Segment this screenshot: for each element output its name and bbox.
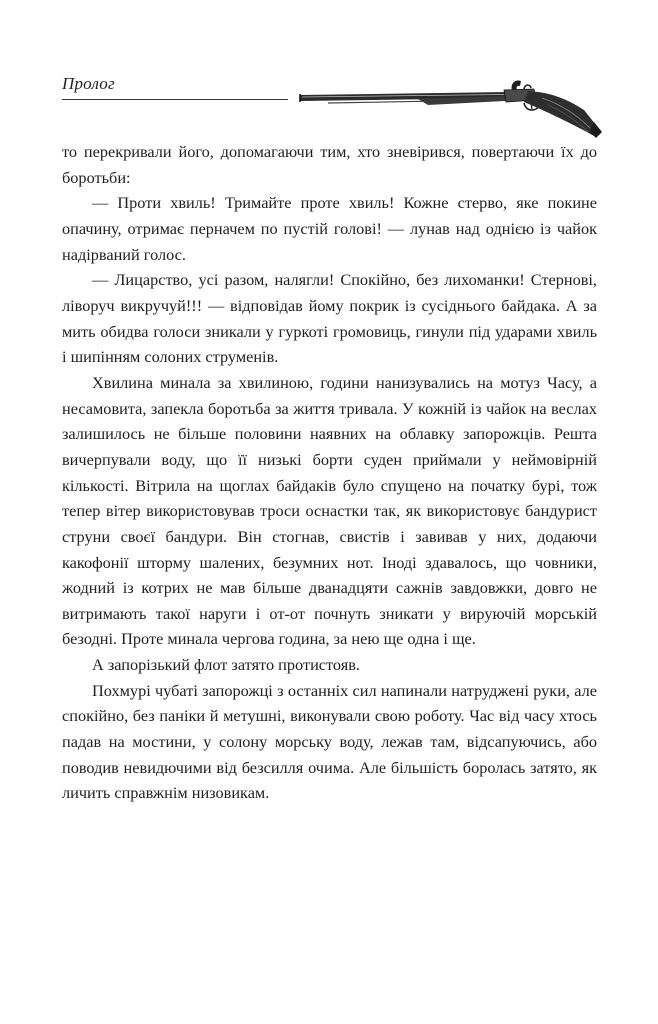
running-header bbox=[0, 0, 658, 140]
body-text bbox=[62, 139, 597, 806]
paragraph: Хвилина минала за хвилиною, години нанизувались на мотуз Часу, а несамовита, запекла боротьба за життя тривала. У кожній із чайок на веслах залишилось не більше половини наявних на облавку запорожців. Решта вичерпували воду, що її низькі борти суден приймали у неймовірній кількості. Вітрила на щоглах байдаків було спущено на початку бурі, тож тепер вітер використовував троси оснастки так, як використовує бандурист струни своєї бандури. Він стогнав, свистів і завивав у них, додаючи какофонії шторму шалених, безумних нот. Іноді здавалось, що човники, жодний із котрих не мав більше дванадцяти сажнів завдовжки, довго не витримають такої наруги і от-от почнуть зникати у вируючій морській безодні. Проте минала чергова година, за нею ще одна і ще. bbox=[62, 372, 597, 649]
chapter-title: Пролог bbox=[62, 74, 115, 93]
header-rule bbox=[62, 99, 288, 100]
paragraph: А запорізький флот затято протистояв. bbox=[92, 655, 360, 675]
musket-vignette-icon bbox=[298, 78, 602, 138]
paragraph: — Лицарство, усі разом, налягли! Спокійно, без лихоманки! Стернові, ліворуч викручуй!!! — відповідав йому покрик із сусіднього байдака. А за мить обидва голоси зникали у гуркоті громовиць, гинули під ударами хвиль і шипінням солоних струменів. bbox=[62, 270, 597, 367]
paragraph: — Проти хвиль! Тримайте проте хвиль! Кожне стерво, яке покине опачину, отримає перначем по пустій голові! — лунав над однією із чайок надірваний голос. bbox=[62, 193, 597, 264]
paragraph: то перекривали його, допомагаючи тим, хто зневірився, повертаючи їх до боротьби: bbox=[62, 142, 597, 187]
paragraph: Похмурі чубаті запорожці з останніх сил напинали натруджені руки, але спокійно, без паніки й метушні, виконували свою роботу. Час від часу хтось падав на мостини, у солону морську воду, лежав там, відсапуючись, або поводив невидючими від безсилля очима. Але більшість боролась затято, як личить справжнім низовикам. bbox=[62, 680, 597, 803]
